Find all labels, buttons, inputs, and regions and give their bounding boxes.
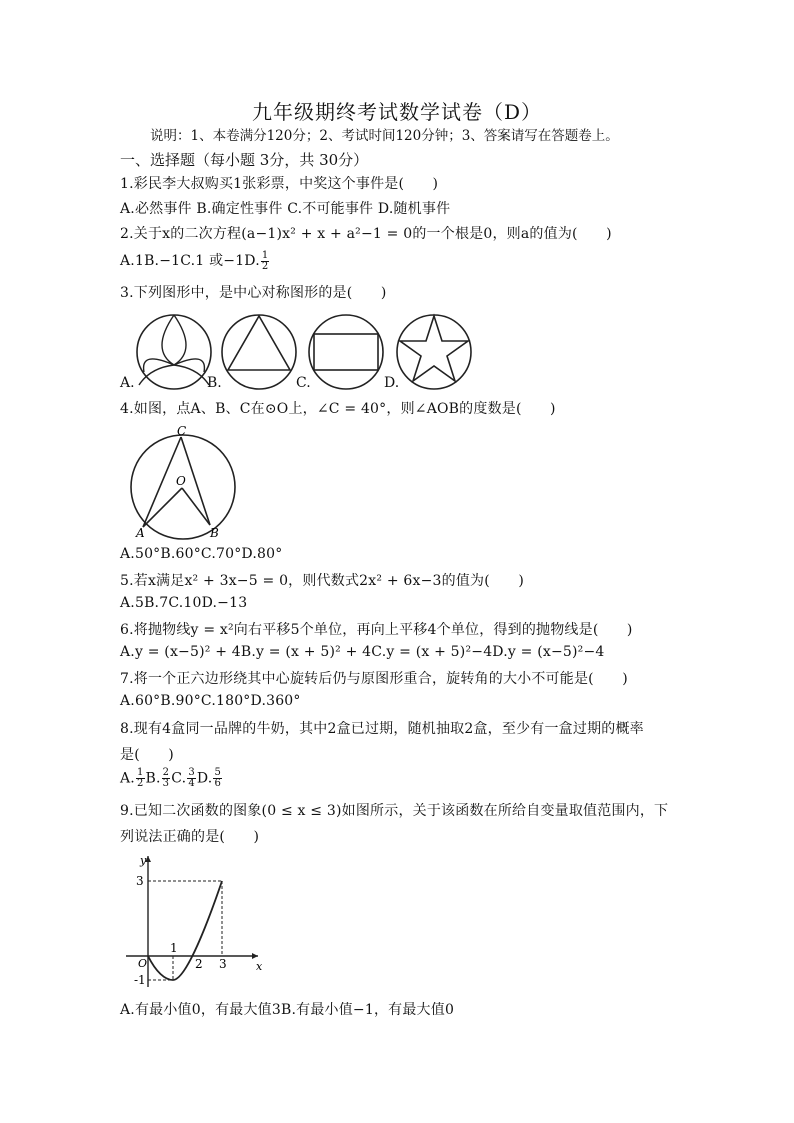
q1-options: A.必然事件 B.确定性事件 C.不可能事件 D.随机事件 bbox=[120, 201, 451, 217]
exam-title: 九年级期终考试数学试卷（D） bbox=[251, 100, 543, 124]
q8-stem-line1: 8.现有4盒同一品牌的牛奶，其中2盒已过期，随机抽取2盒，至少有一盒过期的概率 bbox=[120, 721, 644, 737]
q3-label-d: D. bbox=[384, 375, 400, 391]
q7-stem: 7.将一个正六边形绕其中心旋转后仍与原图形重合，旋转角的大小不可能是( ) bbox=[120, 671, 628, 687]
q6-options: A.y = (x−5)² + 4B.y = (x + 5)² + 4C.y = (x + 5)²−4D.y = (x−5)²−4 bbox=[120, 644, 605, 660]
q8-opt-c-frac bbox=[187, 768, 196, 789]
q3-figure-b bbox=[222, 315, 296, 389]
q5-options: A.5B.7C.10D.−13 bbox=[120, 595, 248, 611]
q9-x-tick-3: 3 bbox=[219, 957, 227, 971]
q8-opt-a-label: A. bbox=[120, 770, 135, 787]
q8-opt-b-frac bbox=[162, 768, 171, 789]
q9-origin-label: O bbox=[138, 957, 148, 970]
q7-options: A.60°B.90°C.180°D.360° bbox=[120, 693, 301, 709]
q8-opt-d-num: 5 bbox=[214, 767, 222, 778]
q4-point-c: C bbox=[177, 424, 187, 438]
q2-stem: 2.关于x的二次方程(a−1)x² + x + a²−1 = 0的一个根是0，则a的值为( ) bbox=[120, 226, 612, 242]
q8-opt-d-den: 6 bbox=[214, 778, 222, 789]
q9-y-tick-3: 3 bbox=[136, 874, 144, 888]
q8-opt-c-den: 4 bbox=[188, 778, 195, 789]
q8-opt-d-frac bbox=[213, 768, 222, 789]
q3-label-c: C. bbox=[296, 375, 311, 391]
q4-point-a: A bbox=[136, 526, 145, 540]
q4-figure bbox=[118, 425, 258, 543]
q2-frac-den: 2 bbox=[261, 260, 269, 272]
q8-stem-line2: 是( ) bbox=[120, 747, 174, 763]
q4-point-o: O bbox=[176, 474, 186, 488]
q8-opt-b-label: B. bbox=[145, 770, 161, 787]
q2-options bbox=[120, 250, 270, 272]
q9-x-label: x bbox=[256, 960, 263, 973]
q8-opt-b-den: 3 bbox=[162, 778, 170, 789]
q2-frac-num: 1 bbox=[261, 249, 269, 261]
q8-options bbox=[120, 768, 223, 789]
q8-opt-a-frac bbox=[136, 768, 145, 789]
q3-figure-c bbox=[309, 315, 383, 389]
q9-y-tick-neg1: -1 bbox=[134, 973, 146, 987]
q8-opt-d-label: D. bbox=[196, 770, 213, 787]
q9-stem-line2: 列说法正确的是( ) bbox=[120, 829, 260, 845]
q2-options-text: A.1B.−1C.1 或−1D. bbox=[120, 253, 260, 269]
q8-opt-c-num: 3 bbox=[188, 767, 195, 778]
exam-instructions: 说明：1、本卷满分120分；2、考试时间120分钟；3、答案请写在答题卷上。 bbox=[150, 128, 619, 144]
q8-opt-c-label: C. bbox=[171, 770, 187, 787]
q3-figure-a bbox=[137, 315, 211, 389]
q4-stem: 4.如图，点A、B、C在⊙O上，∠C = 40°，则∠AOB的度数是( ) bbox=[120, 401, 556, 417]
q9-x-tick-2: 2 bbox=[195, 957, 203, 971]
q9-graph bbox=[118, 852, 268, 992]
q3-label-b: B. bbox=[207, 375, 222, 391]
q9-y-label: y bbox=[140, 854, 147, 867]
q2-fraction bbox=[261, 251, 270, 272]
q9-stem-line1: 9.已知二次函数的图象(0 ≤ x ≤ 3)如图所示，关于该函数在所给自变量取值范围内，下 bbox=[120, 803, 669, 819]
q4-options: A.50°B.60°C.70°D.80° bbox=[120, 546, 283, 562]
q9-options: A.有最小值0，有最大值3B.有最小值−1，有最大值0 bbox=[120, 1002, 455, 1018]
q5-stem: 5.若x满足x² + 3x−5 = 0，则代数式2x² + 6x−3的值为( ) bbox=[120, 573, 524, 589]
q9-parabola bbox=[148, 881, 222, 980]
q3-figure-d bbox=[397, 315, 471, 389]
q8-opt-a-num: 1 bbox=[136, 767, 144, 778]
section-heading: 一、选择题（每小题 3分，共 30分） bbox=[120, 151, 369, 169]
q8-opt-b-num: 2 bbox=[162, 767, 170, 778]
q9-x-tick-1: 1 bbox=[170, 941, 178, 955]
q3-stem: 3.下列图形中，是中心对称图形的是( ) bbox=[120, 285, 387, 301]
q4-point-b: B bbox=[210, 526, 219, 540]
q8-opt-a-den: 2 bbox=[136, 778, 144, 789]
q1-stem: 1.彩民李大叔购买1张彩票，中奖这个事件是( ) bbox=[120, 176, 439, 192]
q3-label-a: A. bbox=[120, 375, 135, 391]
q6-stem: 6.将抛物线y = x²向右平移5个单位，再向上平移4个单位，得到的抛物线是( ) bbox=[120, 622, 633, 638]
